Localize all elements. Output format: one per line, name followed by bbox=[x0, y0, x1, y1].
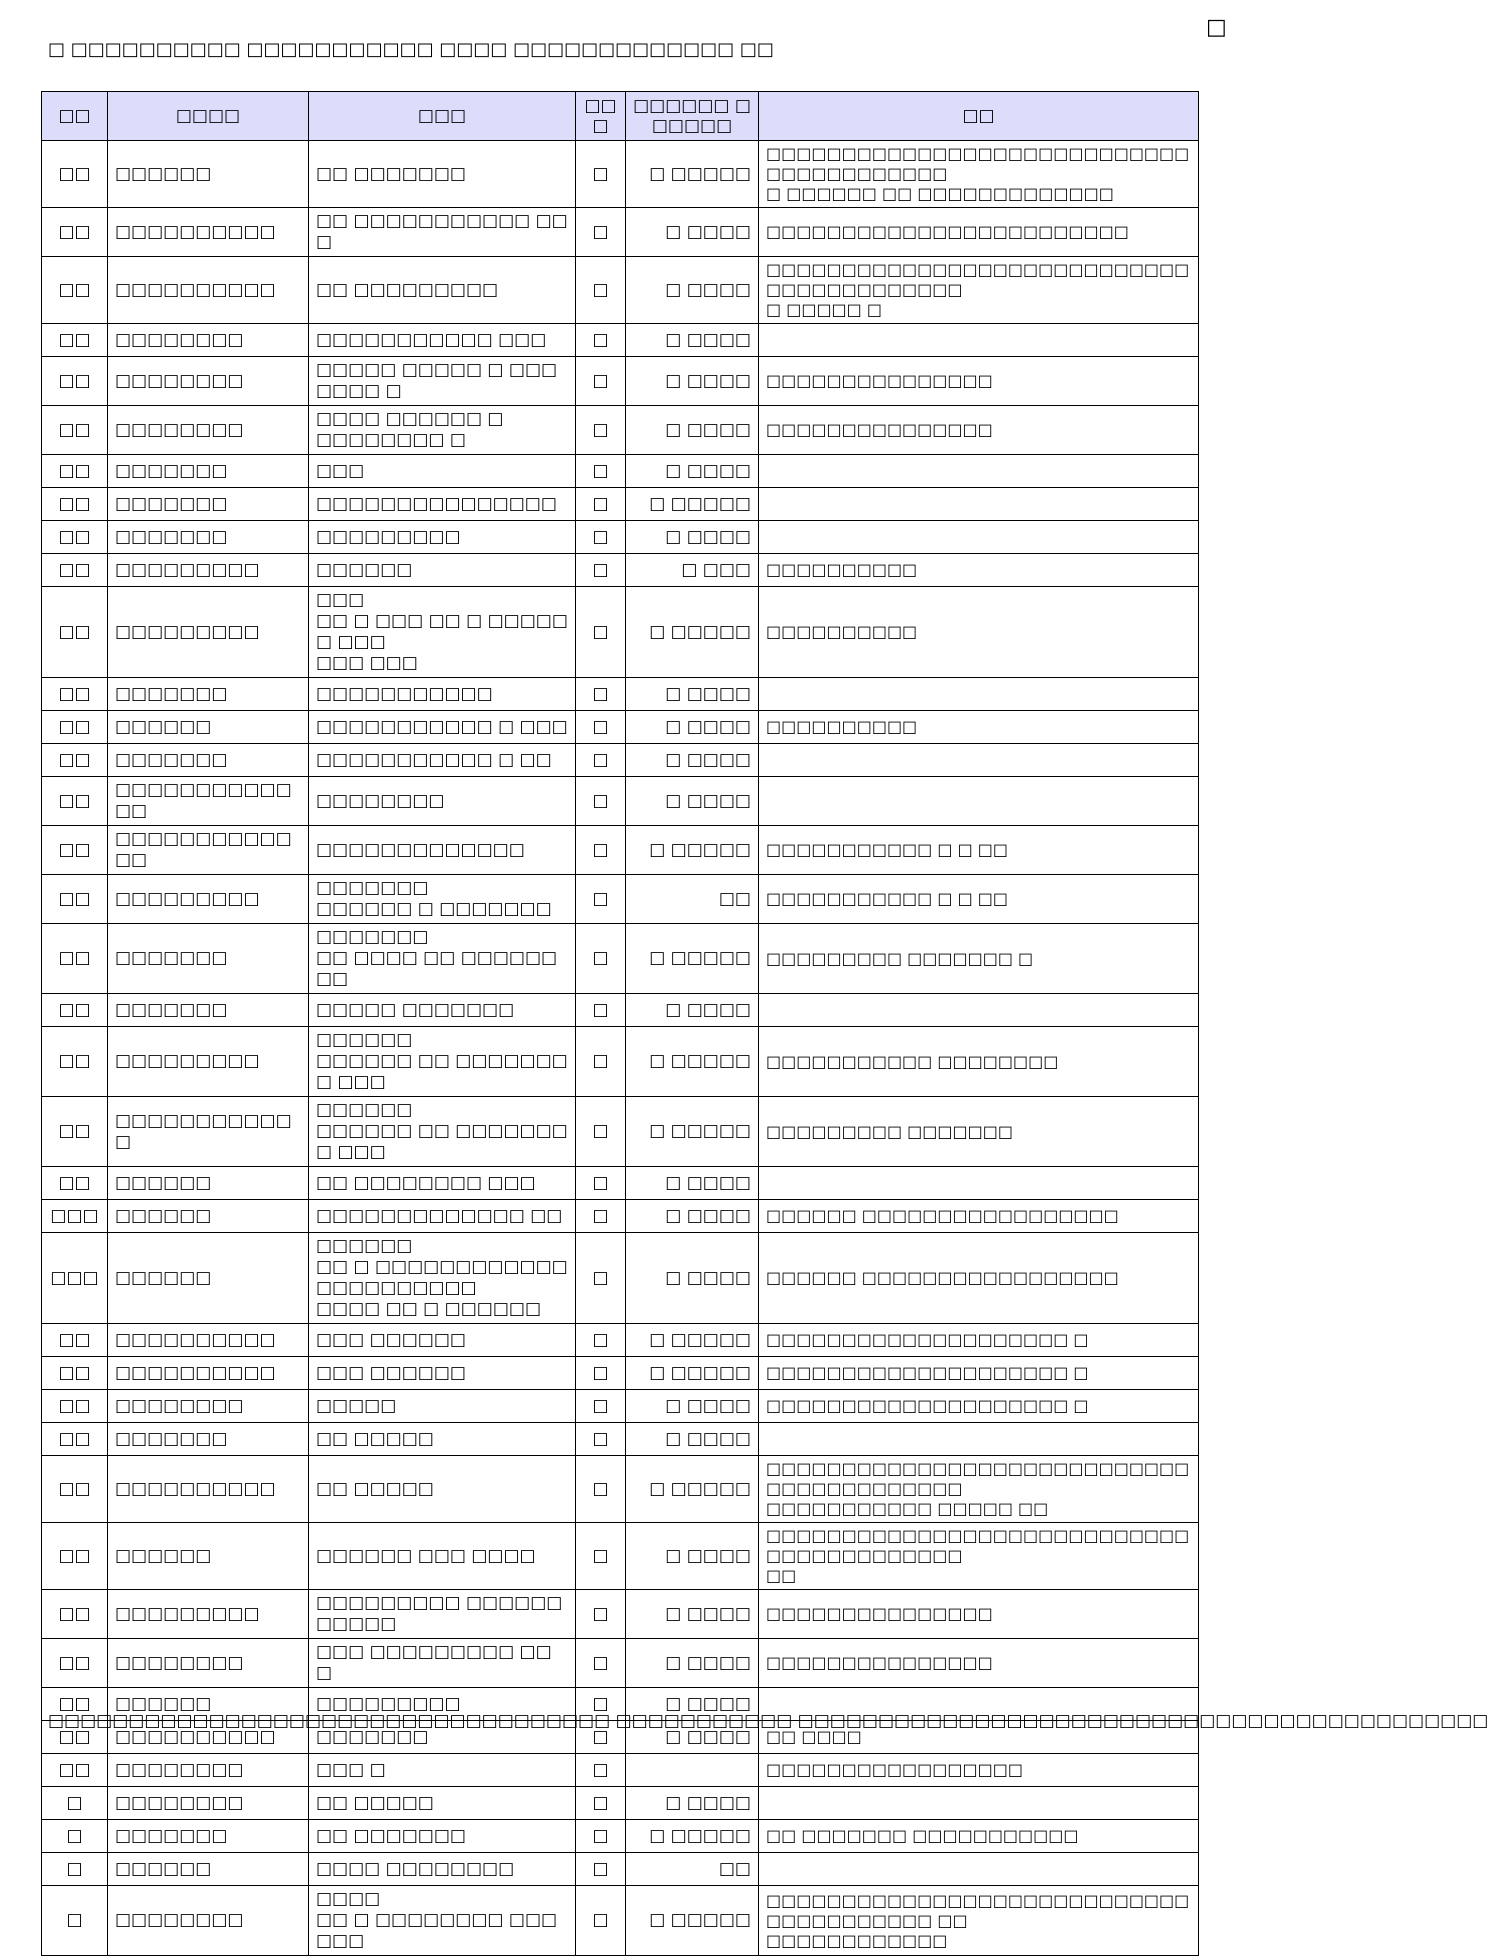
cell-remarks bbox=[759, 1167, 1199, 1200]
cell-number: □□ bbox=[42, 1167, 108, 1200]
cell-remarks: □□□□□□□□□□ bbox=[759, 554, 1199, 587]
cell-specification: □□□□□□□□□ bbox=[309, 521, 576, 554]
cell-amount: □ □□□□ bbox=[626, 711, 759, 744]
cell-remarks: □□□□□□□□□□□□□□□□□□□□□□□□□□□□□□□□□□□□□□□□□ □□□□□□□□□□□ □□□□□ □□ bbox=[759, 1456, 1199, 1523]
table-row bbox=[42, 1357, 1199, 1390]
table-row bbox=[42, 875, 1199, 924]
cell-item: □□□□□□□□□ bbox=[108, 1590, 309, 1639]
table-row bbox=[42, 777, 1199, 826]
cell-specification: □□□ □□ □ □□□ □□ □ □□□□□ □ □□□ □□□ □□□ bbox=[309, 587, 576, 678]
cell-amount: □ □□□□□ bbox=[626, 1357, 759, 1390]
cell-remarks bbox=[759, 521, 1199, 554]
cell-amount: □ □□□□ bbox=[626, 678, 759, 711]
cell-quantity: □ bbox=[576, 1027, 626, 1097]
cell-remarks: □□□□□□□□□□□□□□□□□□□□□□□□□□□□□□□□□□□□□□□□ □ □□□□□□ □□ □□□□□□□□□□□□□ bbox=[759, 141, 1199, 208]
cell-remarks: □□□□□□□□□□□□□□□□□□□□ □ bbox=[759, 1324, 1199, 1357]
cell-specification: □□□□□□ bbox=[309, 554, 576, 587]
table-row bbox=[42, 1639, 1199, 1688]
header-remarks: □□ bbox=[759, 92, 1199, 141]
cell-number: □□ bbox=[42, 406, 108, 455]
cell-quantity: □ bbox=[576, 1390, 626, 1423]
table-row bbox=[42, 1233, 1199, 1324]
cell-amount: □ □□□□□ bbox=[626, 1456, 759, 1523]
cell-quantity: □ bbox=[576, 357, 626, 406]
cell-number: □□ bbox=[42, 1754, 108, 1787]
cell-number: □□ bbox=[42, 141, 108, 208]
cell-amount: □ □□□□□ bbox=[626, 587, 759, 678]
cell-number: □□ bbox=[42, 777, 108, 826]
cell-quantity: □ bbox=[576, 744, 626, 777]
cell-remarks: □□ □□□□□□□ □□□□□□□□□□□ bbox=[759, 1820, 1199, 1853]
cell-remarks: □□□□□□□□□□ bbox=[759, 711, 1199, 744]
cell-item: □□□□□□ bbox=[108, 1853, 309, 1886]
table-row bbox=[42, 324, 1199, 357]
cell-amount: □ □□□□ bbox=[626, 1523, 759, 1590]
cell-amount: □ □□□□ bbox=[626, 1233, 759, 1324]
cell-specification: □□□□□□ □□□ □□□□ bbox=[309, 1523, 576, 1590]
cell-amount: □ □□□□ bbox=[626, 406, 759, 455]
cell-number: □□ bbox=[42, 1324, 108, 1357]
cell-specification: □□□ □□□□□□ bbox=[309, 1357, 576, 1390]
document-title: □ □□□□□□□□□□ □□□□□□□□□□□ □□□□ □□□□□□□□□□□□□ □□ bbox=[48, 39, 774, 60]
cell-item: □□□□□□ bbox=[108, 1167, 309, 1200]
cell-number: □□ bbox=[42, 744, 108, 777]
cell-number: □□□ bbox=[42, 1233, 108, 1324]
cell-remarks: □□□□□□□□□□□ □□□□□□□□ bbox=[759, 1027, 1199, 1097]
cell-specification: □□□□□ □□□□□□□ bbox=[309, 994, 576, 1027]
table-row bbox=[42, 994, 1199, 1027]
cell-item: □□□□□□□ bbox=[108, 994, 309, 1027]
cell-number: □□ bbox=[42, 488, 108, 521]
header-quantity: □□ □ bbox=[576, 92, 626, 141]
cell-specification: □□□ □□□□□□□□□ □□ □ bbox=[309, 1639, 576, 1688]
cell-amount: □ □□□□□ bbox=[626, 141, 759, 208]
cell-specification: □□□ bbox=[309, 455, 576, 488]
cell-remarks: □□□□□□□□□ □□□□□□□ bbox=[759, 1097, 1199, 1167]
cell-item: □□□□□□□ bbox=[108, 1423, 309, 1456]
page-number: □ bbox=[1206, 15, 1227, 40]
cell-quantity: □ bbox=[576, 1639, 626, 1688]
cell-number: □□□ bbox=[42, 1200, 108, 1233]
cell-remarks: □□□□□□□□□□□□□□□□□ bbox=[759, 1754, 1199, 1787]
cell-item: □□□□□□□□□□ bbox=[108, 1456, 309, 1523]
cell-number: □□ bbox=[42, 324, 108, 357]
cell-item: □□□□□□□□ bbox=[108, 406, 309, 455]
cell-amount: □ □□□□ bbox=[626, 1390, 759, 1423]
cell-quantity: □ bbox=[576, 521, 626, 554]
cell-item: □□□□□□ bbox=[108, 141, 309, 208]
cell-specification: □□□ □ bbox=[309, 1754, 576, 1787]
cell-quantity: □ bbox=[576, 488, 626, 521]
cell-remarks: □□□□□□□□□□□□□□□□□□□□ □ bbox=[759, 1390, 1199, 1423]
cell-amount: □ □□□□ bbox=[626, 324, 759, 357]
cell-specification: □□□□ □□ □ □□□□□□□□ □□□□□□ bbox=[309, 1886, 576, 1956]
cell-quantity: □ bbox=[576, 1357, 626, 1390]
cell-specification: □□□□□□□ bbox=[309, 1721, 576, 1754]
cell-item: □□□□□□□□□ bbox=[108, 587, 309, 678]
cell-quantity: □ bbox=[576, 324, 626, 357]
cell-quantity: □ bbox=[576, 1853, 626, 1886]
cell-specification: □□ □□□□□□□ bbox=[309, 141, 576, 208]
cell-item: □□□□□□□□ bbox=[108, 324, 309, 357]
cell-item: □□□□□□□□ bbox=[108, 1886, 309, 1956]
cell-quantity: □ bbox=[576, 1820, 626, 1853]
cell-number: □ bbox=[42, 1787, 108, 1820]
cell-quantity: □ bbox=[576, 1097, 626, 1167]
table-row bbox=[42, 1027, 1199, 1097]
cell-quantity: □ bbox=[576, 777, 626, 826]
cell-quantity: □ bbox=[576, 1200, 626, 1233]
cell-item: □□□□□□□ bbox=[108, 744, 309, 777]
cell-item: □□□□□□□□ bbox=[108, 1639, 309, 1688]
cell-amount: □ □□□□□ bbox=[626, 1886, 759, 1956]
cell-remarks: □□□□□□□□□□ bbox=[759, 587, 1199, 678]
cell-item: □□□□□□□ bbox=[108, 1820, 309, 1853]
cell-number: □□ bbox=[42, 826, 108, 875]
cell-specification: □□□□□□ □□ □ □□□□□□□□□□□□□□□□□□□□□□ □□□□ □□ □ □□□□□□ bbox=[309, 1233, 576, 1324]
table-row bbox=[42, 406, 1199, 455]
cell-number: □ bbox=[42, 1853, 108, 1886]
cell-specification: □□ □□□□□□□□□ bbox=[309, 257, 576, 324]
cell-remarks: □□□□□□□□□□□□□□□□□□□□□□□□ bbox=[759, 208, 1199, 257]
header-amount: □□□□□□ □□□□□□ bbox=[626, 92, 759, 141]
cell-specification: □□□□□□□□ bbox=[309, 777, 576, 826]
table-row bbox=[42, 1853, 1199, 1886]
table-row bbox=[42, 141, 1199, 208]
cell-remarks bbox=[759, 455, 1199, 488]
cell-amount: □ □□□□□ bbox=[626, 826, 759, 875]
cell-quantity: □ bbox=[576, 1167, 626, 1200]
cell-amount: □ □□□ bbox=[626, 554, 759, 587]
cell-number: □□ bbox=[42, 455, 108, 488]
table-header-row bbox=[42, 92, 1199, 141]
cell-remarks: □□□□□□□□□□□ □ □ □□ bbox=[759, 826, 1199, 875]
cell-quantity: □ bbox=[576, 826, 626, 875]
cell-amount: □ □□□□ bbox=[626, 1688, 759, 1721]
cell-item: □□□□□□ bbox=[108, 711, 309, 744]
table-row bbox=[42, 1097, 1199, 1167]
table-row bbox=[42, 1787, 1199, 1820]
cell-quantity: □ bbox=[576, 1324, 626, 1357]
cell-quantity: □ bbox=[576, 1423, 626, 1456]
cell-number: □□ bbox=[42, 357, 108, 406]
cell-item: □□□□□□□□ bbox=[108, 1390, 309, 1423]
cell-amount: □ □□□□ bbox=[626, 455, 759, 488]
cell-item: □□□□□□□□ bbox=[108, 1754, 309, 1787]
cell-amount: □ □□□□□ bbox=[626, 1097, 759, 1167]
cell-specification: □□ □□□□□ bbox=[309, 1456, 576, 1523]
cell-amount: □ □□□□ bbox=[626, 1200, 759, 1233]
cell-item: □□□□□□□□□□ bbox=[108, 208, 309, 257]
cell-remarks: □□ □□□□ bbox=[759, 1721, 1199, 1754]
cell-item: □□□□□□□ bbox=[108, 488, 309, 521]
cell-specification: □□□□ □□□□□□□□ bbox=[309, 1853, 576, 1886]
cell-number: □□ bbox=[42, 1423, 108, 1456]
cell-quantity: □ bbox=[576, 1754, 626, 1787]
register-table bbox=[41, 91, 1488, 1956]
cell-amount: □ □□□□□ bbox=[626, 1324, 759, 1357]
table-row bbox=[42, 1754, 1199, 1787]
cell-quantity: □ bbox=[576, 1787, 626, 1820]
cell-number: □□ bbox=[42, 1639, 108, 1688]
table-row bbox=[42, 554, 1199, 587]
cell-amount: □ □□□□□ bbox=[626, 924, 759, 994]
table-row bbox=[42, 1167, 1199, 1200]
cell-amount: □ □□□□ bbox=[626, 208, 759, 257]
cell-number: □□ bbox=[42, 1523, 108, 1590]
cell-specification: □□□□□□□□□□□ bbox=[309, 678, 576, 711]
cell-remarks bbox=[759, 324, 1199, 357]
cell-quantity: □ bbox=[576, 1688, 626, 1721]
table-row bbox=[42, 1200, 1199, 1233]
cell-number: □□ bbox=[42, 1688, 108, 1721]
cell-specification: □□□□□□□□□ bbox=[309, 1688, 576, 1721]
cell-amount: □ □□□□ bbox=[626, 744, 759, 777]
cell-amount: □ □□□□□ bbox=[626, 488, 759, 521]
cell-number: □□ bbox=[42, 711, 108, 744]
cell-item: □□□□□□□□□ bbox=[108, 554, 309, 587]
cell-remarks: □□□□□□□□□ □□□□□□□ □ bbox=[759, 924, 1199, 994]
cell-quantity: □ bbox=[576, 257, 626, 324]
cell-item: □□□□□□□□□□□□□ bbox=[108, 826, 309, 875]
cell-number: □□ bbox=[42, 1590, 108, 1639]
cell-remarks: □□□□□□□□□□□□□□□ bbox=[759, 1639, 1199, 1688]
cell-number: □□ bbox=[42, 208, 108, 257]
table-row bbox=[42, 711, 1199, 744]
cell-number: □□ bbox=[42, 924, 108, 994]
cell-number: □ bbox=[42, 1886, 108, 1956]
cell-remarks bbox=[759, 488, 1199, 521]
cell-item: □□□□□□□□□□ bbox=[108, 257, 309, 324]
cell-specification: □□□□□□ □□□□□□ □□ □□□□□□□□ □□□ bbox=[309, 1027, 576, 1097]
cell-item: □□□□□□□ bbox=[108, 678, 309, 711]
cell-item: □□□□□□ bbox=[108, 1523, 309, 1590]
cell-amount: □□ bbox=[626, 875, 759, 924]
cell-amount: □ □□□□ bbox=[626, 1423, 759, 1456]
cell-quantity: □ bbox=[576, 208, 626, 257]
cell-specification: □□□□□ □□□□□ □ □□□□□□□ □ bbox=[309, 357, 576, 406]
cell-item: □□□□□□□□□□□□ bbox=[108, 1097, 309, 1167]
cell-specification: □□□□□□□□□□□ □ □□□ bbox=[309, 711, 576, 744]
cell-number: □□ bbox=[42, 678, 108, 711]
cell-remarks: □□□□□□□□□□□□□□□ bbox=[759, 1590, 1199, 1639]
cell-quantity: □ bbox=[576, 1590, 626, 1639]
cell-quantity: □ bbox=[576, 1886, 626, 1956]
cell-quantity: □ bbox=[576, 678, 626, 711]
cell-remarks: □□□□□□ □□□□□□□□□□□□□□□□□ bbox=[759, 1233, 1199, 1324]
table-row bbox=[42, 924, 1199, 994]
header-item: □□□□ bbox=[108, 92, 309, 141]
cell-item: □□□□□□ bbox=[108, 1688, 309, 1721]
table-row bbox=[42, 587, 1199, 678]
document-footnote: □□□□□□□□□□□□□□□□□□□□□□□□□□□□□□□□□□□ □□□□□□□□□□□ □□□□□□□□□□□□□□□□□□□□□□□□□□□□□□□□□□□□□□□□□□□ bbox=[48, 1711, 1488, 1731]
cell-specification: □□□□□□□□□□□□□□□ bbox=[309, 488, 576, 521]
cell-remarks bbox=[759, 1853, 1199, 1886]
table-row bbox=[42, 208, 1199, 257]
cell-amount bbox=[626, 1754, 759, 1787]
cell-remarks bbox=[759, 744, 1199, 777]
cell-quantity: □ bbox=[576, 1721, 626, 1754]
table-row bbox=[42, 1886, 1199, 1956]
cell-number: □□ bbox=[42, 1027, 108, 1097]
header-specification: □□□ bbox=[309, 92, 576, 141]
cell-item: □□□□□□□ bbox=[108, 521, 309, 554]
cell-quantity: □ bbox=[576, 924, 626, 994]
cell-specification: □□□□□□□□□□□ □ □□ bbox=[309, 744, 576, 777]
table-row bbox=[42, 1590, 1199, 1639]
cell-remarks: □□□□□□□□□□□□□□□□□□□□□□□□□□□□□□□□□□□□□□□□□ □□ bbox=[759, 1523, 1199, 1590]
cell-number: □□ bbox=[42, 875, 108, 924]
cell-item: □□□□□□□□ bbox=[108, 357, 309, 406]
cell-quantity: □ bbox=[576, 1456, 626, 1523]
cell-specification: □□ □□□□□□□□□□□ □□□ bbox=[309, 208, 576, 257]
table-row bbox=[42, 488, 1199, 521]
cell-specification: □□□□□ bbox=[309, 1390, 576, 1423]
cell-remarks: □□□□□□ □□□□□□□□□□□□□□□□□ bbox=[759, 1200, 1199, 1233]
cell-number: □□ bbox=[42, 554, 108, 587]
cell-quantity: □ bbox=[576, 1523, 626, 1590]
cell-specification: □□□□□□□□□ □□□□□□□□□□□ bbox=[309, 1590, 576, 1639]
table-row bbox=[42, 357, 1199, 406]
table-row bbox=[42, 521, 1199, 554]
cell-quantity: □ bbox=[576, 406, 626, 455]
cell-amount: □ □□□□ bbox=[626, 357, 759, 406]
cell-remarks bbox=[759, 1423, 1199, 1456]
cell-item: □□□□□□□□□□ bbox=[108, 1721, 309, 1754]
cell-specification: □□□□□□ □□□□□□ □□ □□□□□□□□ □□□ bbox=[309, 1097, 576, 1167]
cell-remarks bbox=[759, 678, 1199, 711]
table-row bbox=[42, 455, 1199, 488]
cell-remarks: □□□□□□□□□□□ □ □ □□ bbox=[759, 875, 1199, 924]
cell-specification: □□□□□□□□□□□□□ □□ bbox=[309, 1200, 576, 1233]
cell-remarks: □□□□□□□□□□□□□□□□□□□□□□□□□□□□□□□□□□□□□□□□□ □ □□□□□ □ bbox=[759, 257, 1199, 324]
cell-item: □□□□□□□□□□ bbox=[108, 1324, 309, 1357]
cell-amount: □ □□□□ bbox=[626, 1590, 759, 1639]
cell-item: □□□□□□□ bbox=[108, 455, 309, 488]
cell-quantity: □ bbox=[576, 554, 626, 587]
cell-remarks: □□□□□□□□□□□□□□□ bbox=[759, 357, 1199, 406]
cell-remarks: □□□□□□□□□□□□□□□ bbox=[759, 406, 1199, 455]
cell-amount: □ □□□□ bbox=[626, 777, 759, 826]
cell-specification: □□ □□□□□□□□ □□□ bbox=[309, 1167, 576, 1200]
cell-amount: □ □□□□ bbox=[626, 1167, 759, 1200]
cell-quantity: □ bbox=[576, 1233, 626, 1324]
cell-amount: □ □□□□ bbox=[626, 1639, 759, 1688]
table-row bbox=[42, 1456, 1199, 1523]
cell-amount: □ □□□□ bbox=[626, 994, 759, 1027]
cell-number: □□ bbox=[42, 1357, 108, 1390]
cell-item: □□□□□□□□□ bbox=[108, 1027, 309, 1097]
cell-remarks bbox=[759, 994, 1199, 1027]
cell-remarks bbox=[759, 777, 1199, 826]
cell-quantity: □ bbox=[576, 994, 626, 1027]
table-row bbox=[42, 1324, 1199, 1357]
cell-remarks: □□□□□□□□□□□□□□□□□□□□□□□□□□□□□□□□□□□□□□□ □□ □□□□□□□□□□□□ bbox=[759, 1886, 1199, 1956]
cell-amount: □ □□□□□ bbox=[626, 1027, 759, 1097]
table-row bbox=[42, 1820, 1199, 1853]
cell-remarks bbox=[759, 1787, 1199, 1820]
cell-quantity: □ bbox=[576, 587, 626, 678]
table-row bbox=[42, 678, 1199, 711]
cell-item: □□□□□□ bbox=[108, 1200, 309, 1233]
cell-quantity: □ bbox=[576, 455, 626, 488]
cell-specification: □□□□ □□□□□□ □ □□□□□□□□ □ bbox=[309, 406, 576, 455]
cell-amount: □ □□□□ bbox=[626, 521, 759, 554]
cell-quantity: □ bbox=[576, 875, 626, 924]
table-row bbox=[42, 826, 1199, 875]
table-row bbox=[42, 1423, 1199, 1456]
cell-specification: □□ □□□□□ bbox=[309, 1423, 576, 1456]
cell-specification: □□ □□□□□□□ bbox=[309, 1820, 576, 1853]
table-row bbox=[42, 744, 1199, 777]
cell-number: □□ bbox=[42, 994, 108, 1027]
table-row bbox=[42, 1390, 1199, 1423]
cell-number: □□ bbox=[42, 1390, 108, 1423]
cell-amount: □ □□□□ bbox=[626, 1787, 759, 1820]
cell-amount: □ □□□□ bbox=[626, 257, 759, 324]
cell-item: □□□□□□□□□□ bbox=[108, 1357, 309, 1390]
cell-number: □□ bbox=[42, 257, 108, 324]
cell-item: □□□□□□□□□ bbox=[108, 875, 309, 924]
cell-number: □□ bbox=[42, 587, 108, 678]
cell-remarks: □□□□□□□□□□□□□□□□□□□□ □ bbox=[759, 1357, 1199, 1390]
cell-specification: □□□□□□□□□□□ □□□ bbox=[309, 324, 576, 357]
cell-number: □□ bbox=[42, 521, 108, 554]
cell-quantity: □ bbox=[576, 141, 626, 208]
cell-specification: □□□ □□□□□□ bbox=[309, 1324, 576, 1357]
cell-item: □□□□□□□ bbox=[108, 924, 309, 994]
table-row bbox=[42, 257, 1199, 324]
cell-quantity: □ bbox=[576, 711, 626, 744]
header-number: □□ bbox=[42, 92, 108, 141]
cell-specification: □□□□□□□□□□□□□ bbox=[309, 826, 576, 875]
cell-item: □□□□□□□□□□□□□ bbox=[108, 777, 309, 826]
cell-item: □□□□□□□□ bbox=[108, 1787, 309, 1820]
cell-amount: □□ bbox=[626, 1853, 759, 1886]
cell-number: □ bbox=[42, 1820, 108, 1853]
cell-number: □□ bbox=[42, 1456, 108, 1523]
table-body bbox=[42, 141, 1488, 1956]
cell-amount: □ □□□□ bbox=[626, 1721, 759, 1754]
cell-number: □□ bbox=[42, 1097, 108, 1167]
cell-specification: □□□□□□□ □□ □□□□ □□ □□□□□□□□ bbox=[309, 924, 576, 994]
cell-specification: □□□□□□□ □□□□□□ □ □□□□□□□ bbox=[309, 875, 576, 924]
cell-amount: □ □□□□□ bbox=[626, 1820, 759, 1853]
cell-item: □□□□□□ bbox=[108, 1233, 309, 1324]
cell-number: □□ bbox=[42, 1721, 108, 1754]
cell-specification: □□ □□□□□ bbox=[309, 1787, 576, 1820]
table-row bbox=[42, 1523, 1199, 1590]
